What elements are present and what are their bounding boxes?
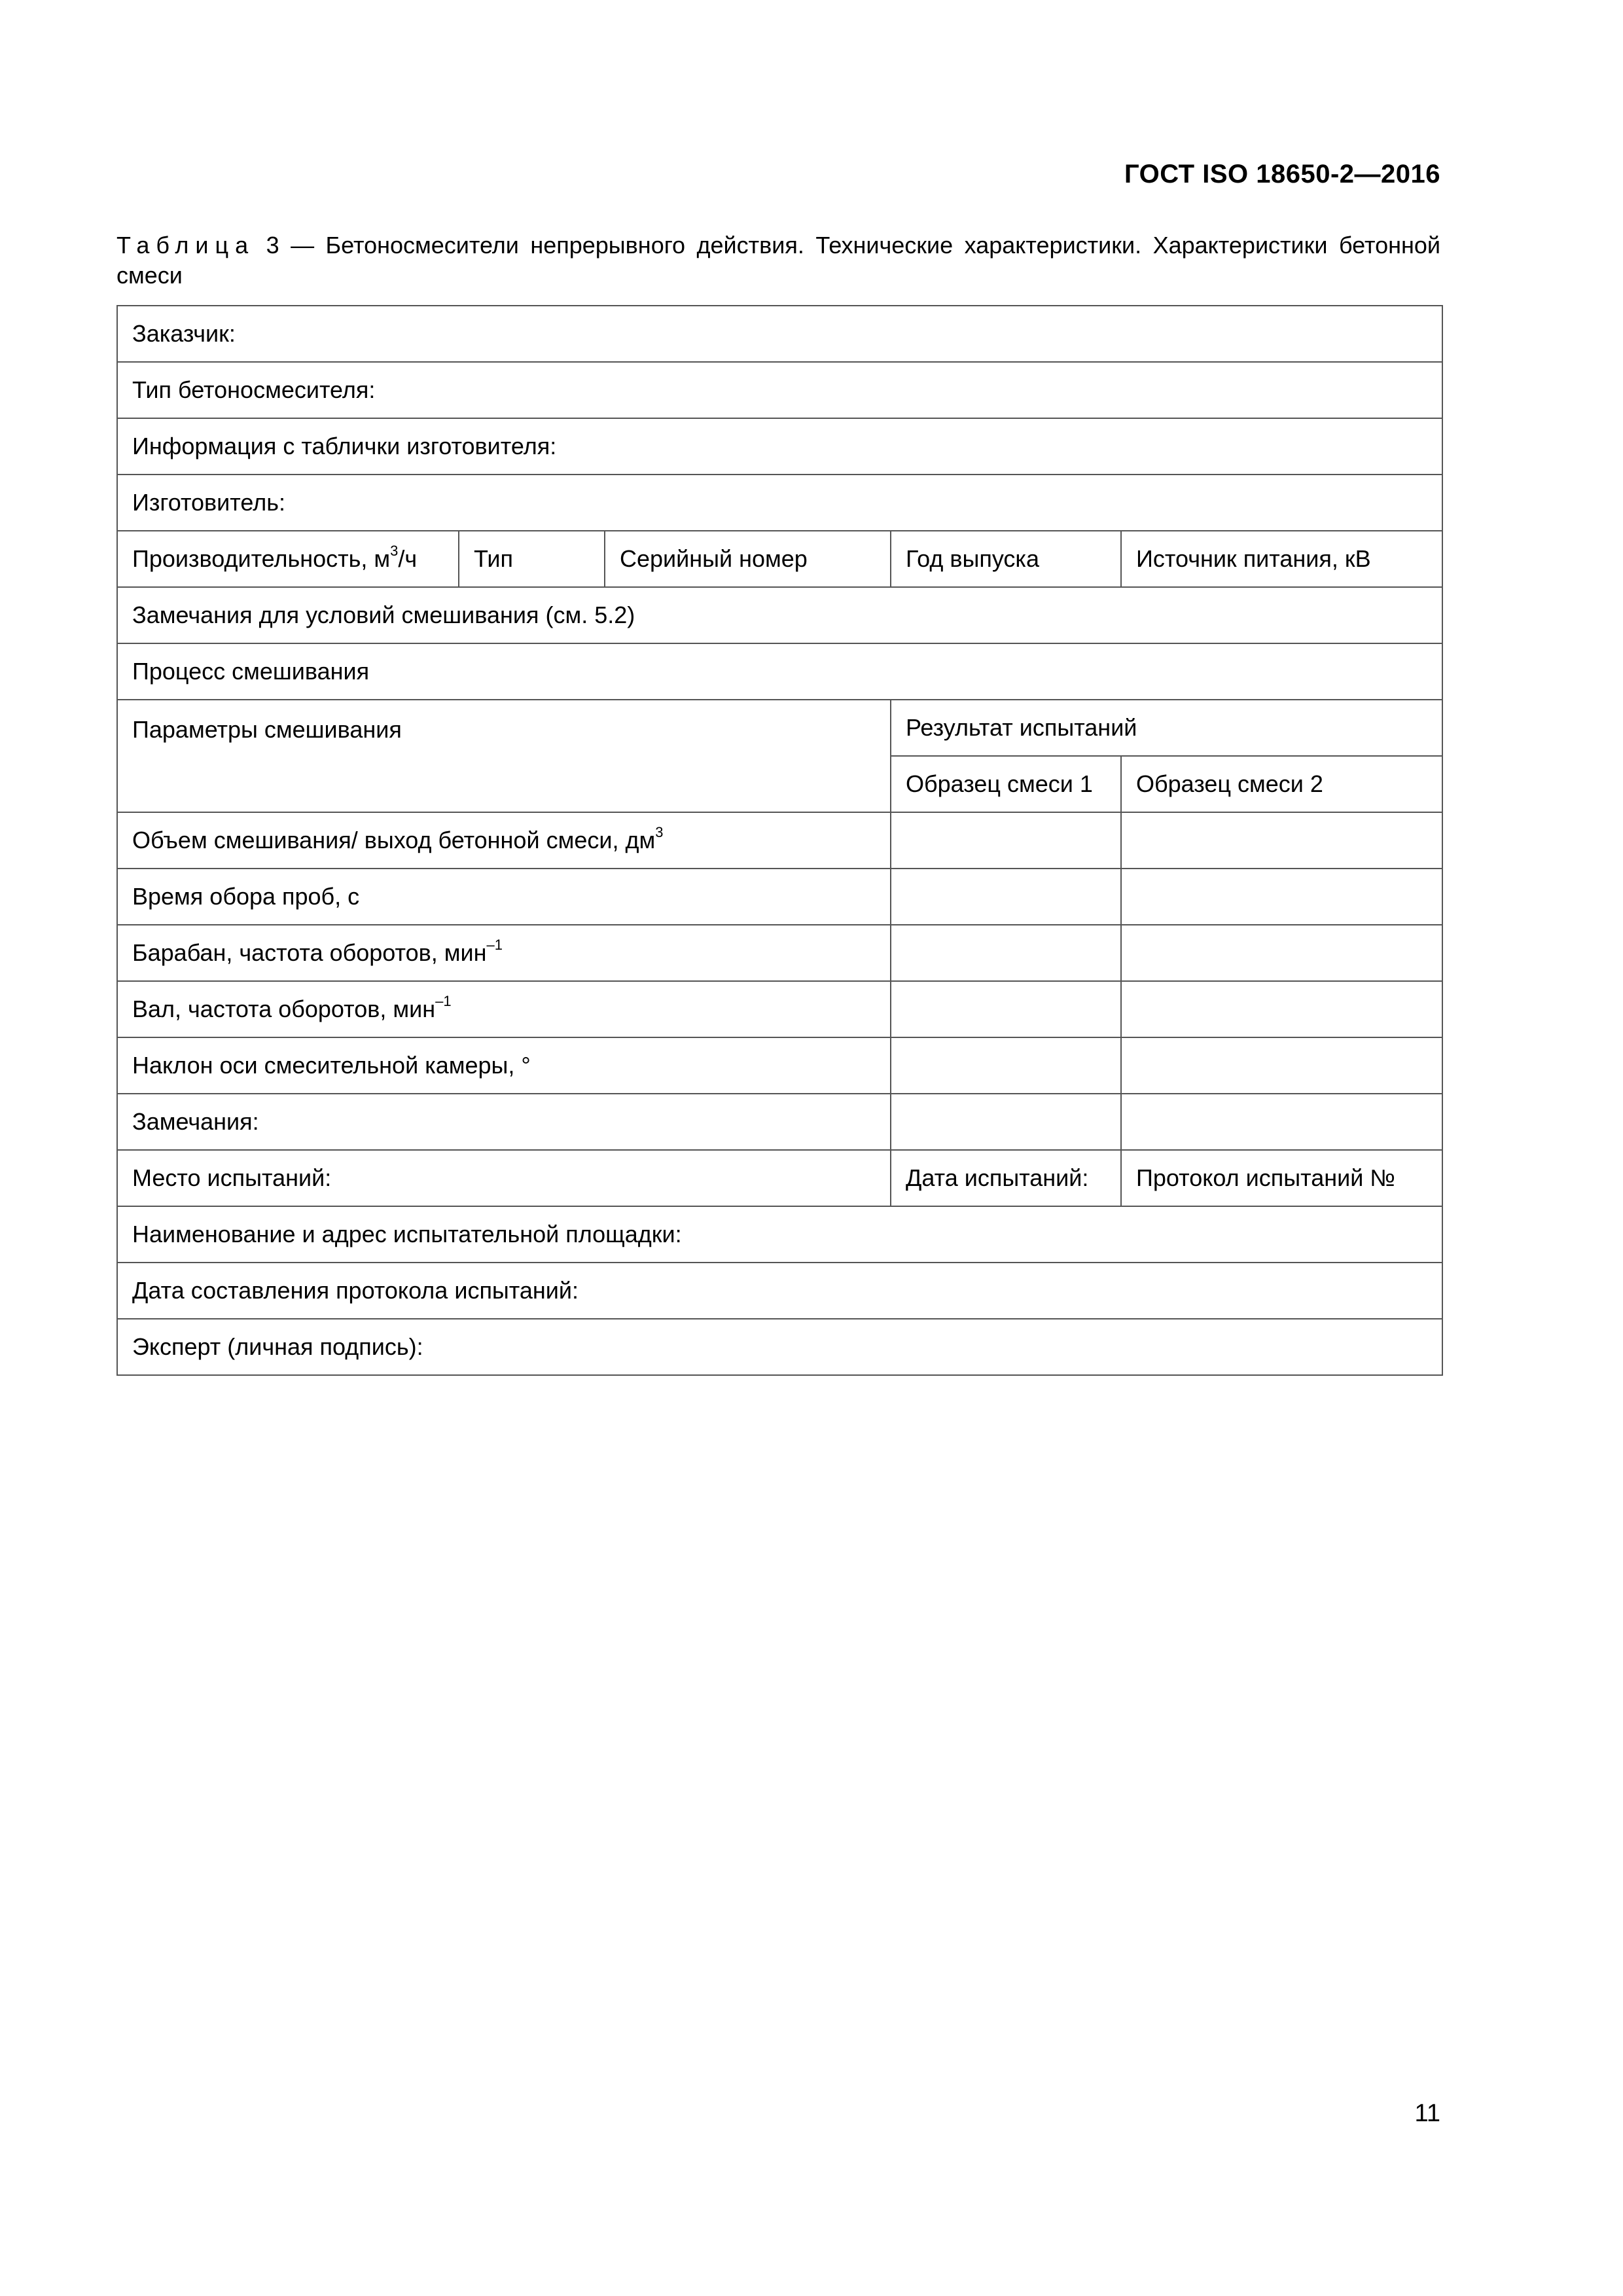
document-code: ГОСТ ISO 18650-2—2016	[1124, 160, 1440, 188]
table-row	[117, 1319, 1442, 1375]
capacity-cell	[117, 531, 459, 587]
table-row	[117, 643, 1442, 700]
table-row	[117, 981, 1442, 1037]
caption-label: Таблица	[116, 232, 255, 259]
sample-1-value	[891, 1037, 1121, 1094]
volume-superscript: 3	[655, 824, 664, 840]
table-row	[117, 1206, 1442, 1263]
sample-1-value	[891, 1094, 1121, 1150]
table-row	[117, 812, 1442, 869]
table-row	[117, 1037, 1442, 1094]
type-cell: Тип	[459, 531, 605, 587]
capacity-superscript: 3	[390, 543, 399, 559]
mixer-spec-table	[116, 305, 1443, 1376]
sample-2-header: Образец смеси 2	[1121, 756, 1442, 812]
sample-2-value	[1121, 981, 1442, 1037]
shaft-speed-superscript: –1	[435, 993, 452, 1009]
table-row	[117, 418, 1442, 475]
sample-1-value	[891, 981, 1121, 1037]
shaft-speed-label: Вал, частота оборотов, мин	[132, 996, 436, 1022]
sample-2-value	[1121, 869, 1442, 925]
table-row	[117, 869, 1442, 925]
test-results-header: Результат испытаний	[891, 700, 1442, 756]
tilt-cell: Наклон оси смесительной камеры, °	[117, 1037, 891, 1094]
table-row	[117, 1263, 1442, 1319]
page-number: 11	[1414, 2100, 1440, 2127]
remarks-cell: Замечания:	[117, 1094, 891, 1150]
sample-1-value	[891, 925, 1121, 981]
year-cell: Год выпуска	[891, 531, 1121, 587]
sample-1-value	[891, 869, 1121, 925]
shaft-speed-cell	[117, 981, 891, 1037]
mixing-params-header: Параметры смешивания	[117, 700, 891, 812]
table-caption	[116, 230, 1440, 291]
manufacturer-cell: Изготовитель:	[117, 475, 1442, 531]
volume-cell	[117, 812, 891, 869]
table-row	[117, 925, 1442, 981]
expert-signature-cell: Эксперт (личная подпись):	[117, 1319, 1442, 1375]
customer-cell: Заказчик:	[117, 306, 1442, 362]
sample-1-value	[891, 812, 1121, 869]
serial-number-cell: Серийный номер	[605, 531, 891, 587]
conditions-notes-cell: Замечания для условий смешивания (см. 5.2)	[117, 587, 1442, 643]
test-report-cell: Протокол испытаний №	[1121, 1150, 1442, 1206]
sample-2-value	[1121, 812, 1442, 869]
mixer-type-cell: Тип бетоносмесителя:	[117, 362, 1442, 418]
drum-speed-label: Барабан, частота оборотов, мин	[132, 939, 487, 966]
test-place-cell: Место испытаний:	[117, 1150, 891, 1206]
drum-speed-cell	[117, 925, 891, 981]
table-row	[117, 475, 1442, 531]
report-date-cell: Дата составления протокола испытаний:	[117, 1263, 1442, 1319]
table-row	[117, 306, 1442, 362]
sample-2-value	[1121, 1037, 1442, 1094]
test-date-cell: Дата испытаний:	[891, 1150, 1121, 1206]
table-row	[117, 362, 1442, 418]
caption-number: 3	[266, 232, 279, 259]
power-source-cell: Источник питания, кВ	[1121, 531, 1442, 587]
table-row	[117, 1094, 1442, 1150]
table-row	[117, 1150, 1442, 1206]
sample-2-value	[1121, 1094, 1442, 1150]
caption-text: — Бетоносмесители непрерывного действия. Технические характеристики. Характеристики бетонной смеси	[116, 232, 1440, 289]
capacity-unit: /ч	[398, 545, 418, 572]
mixing-process-cell: Процесс смешивания	[117, 643, 1442, 700]
table-row	[117, 700, 1442, 756]
sampling-time-cell: Время обора проб, с	[117, 869, 891, 925]
capacity-label: Производительность, м	[132, 545, 391, 572]
drum-speed-superscript: –1	[486, 937, 503, 953]
nameplate-info-cell: Информация с таблички изготовителя:	[117, 418, 1442, 475]
sample-1-header: Образец смеси 1	[891, 756, 1121, 812]
sample-2-value	[1121, 925, 1442, 981]
table-row	[117, 531, 1442, 587]
test-site-cell: Наименование и адрес испытательной площадки:	[117, 1206, 1442, 1263]
table-row	[117, 587, 1442, 643]
volume-label: Объем смешивания/ выход бетонной смеси, дм	[132, 827, 656, 853]
